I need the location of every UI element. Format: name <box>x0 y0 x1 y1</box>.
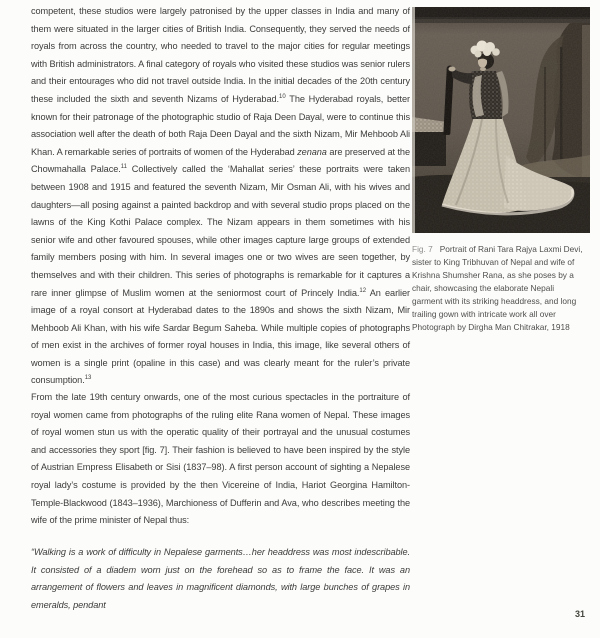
figure-label: Fig. 7 <box>412 244 433 254</box>
figure-caption <box>412 243 585 334</box>
figure-credit: Photograph by Dirgha Man Chitrakar, 1918 <box>412 322 570 332</box>
figure-photo <box>412 7 590 233</box>
figure-caption-text: Portrait of Rani Tara Rajya Laxmi Devi, sister to King Tribhuvan of Nepal and wife of Krishna Shumsher Rana, as she poses by a chair, showcasing the elaborate Nepali garment with its striking headdress, and long trailing gown with intricate work all over <box>412 244 583 319</box>
page-number: 31 <box>575 609 586 619</box>
paragraph-quote: “Walking is a work of difficulty in Nepalese garments…her headdress was most indescribable. It consisted of a diadem worn just on the forehead so as to frame the face. It was an arrangement of flowers and leaves in magnificent diamonds, with large bunches of grapes in emeralds, pendant <box>31 547 410 610</box>
paragraph-nepal: From the late 19th century onwards, one of the most curious spectacles in the portraiture of royal women came from photographs of the ruling elite Rana women of Nepal. These images of royal women stun us with the operatic quality of their portrayal and the unusual costumes and accessories they sport [fig. 7]. Their fashion is believed to have been inspired by the style of Austrian Empress Elisabeth or Sisi (1837–98). A first person account of sighting a Nepalese royal lady’s costume is provided by the then Vicereine of India, Hariot Georgina Hamilton-Temple-Blackwood (1843–1936), Marchioness of Dufferin and Ava, who describes meeting the wife of the prime minister of Nepal thus: <box>31 392 410 526</box>
paragraph-continued: competent, these studios were largely patronised by the upper classes in India and many of them were situated in the larger cities of British India. Consequently, they served the needs of royals from across the country, who needed to travel to the major cities for regular meetings with British administrators. A final category of royals who visited these studios was senior rulers and their entourages who did not travel outside India. In the initial decades of the 20th century these included the sixth and seventh Nizams of Hyderabad.$^{10}$ The Hyderabad royals, better known for their patronage of the photographic studio of Raja Deen Dayal, were to continue this association well after the death of both Raja Deen Dayal and the sixth Nizam, Mir Mehboob Ali Khan. A remarkable series of portraits of women of the Hyderabad zenana are preserved at the Chowmahalla Palace.$^{11}$ Collectively called the ‘Mahallat series’ these portraits were taken between 1908 and 1915 and featured the seventh Nizam, Mir Osman Ali, with his wives and daughters—all posing against a painted backdrop and with several studio props placed on the lawns of the King Kothi Palace complex. The Nizam appears in them sometimes with his senior wife and other favoured spouses, while other images capture large groups of extended family members posing with him. In several images one or two wives are seen together, by themselves and with their children. This series of photographs is remarkable for it captures a rare inner glimpse of Muslim women at the seniormost court of Princely India.$^{12}$ An earlier image of a royal consort at Hyderabad dates to the 1890s and shows the sixth Nizam, Mir Mehboob Ali Khan, with his wife Sardar Begum Saheba. While multiple copies of photographs of men exist in the archives of former royal houses in India, this image, like several others of women is a single print (opaline in this case) and was clearly meant for the ruler’s private consumption.$^{13}$ <box>31 6 410 386</box>
